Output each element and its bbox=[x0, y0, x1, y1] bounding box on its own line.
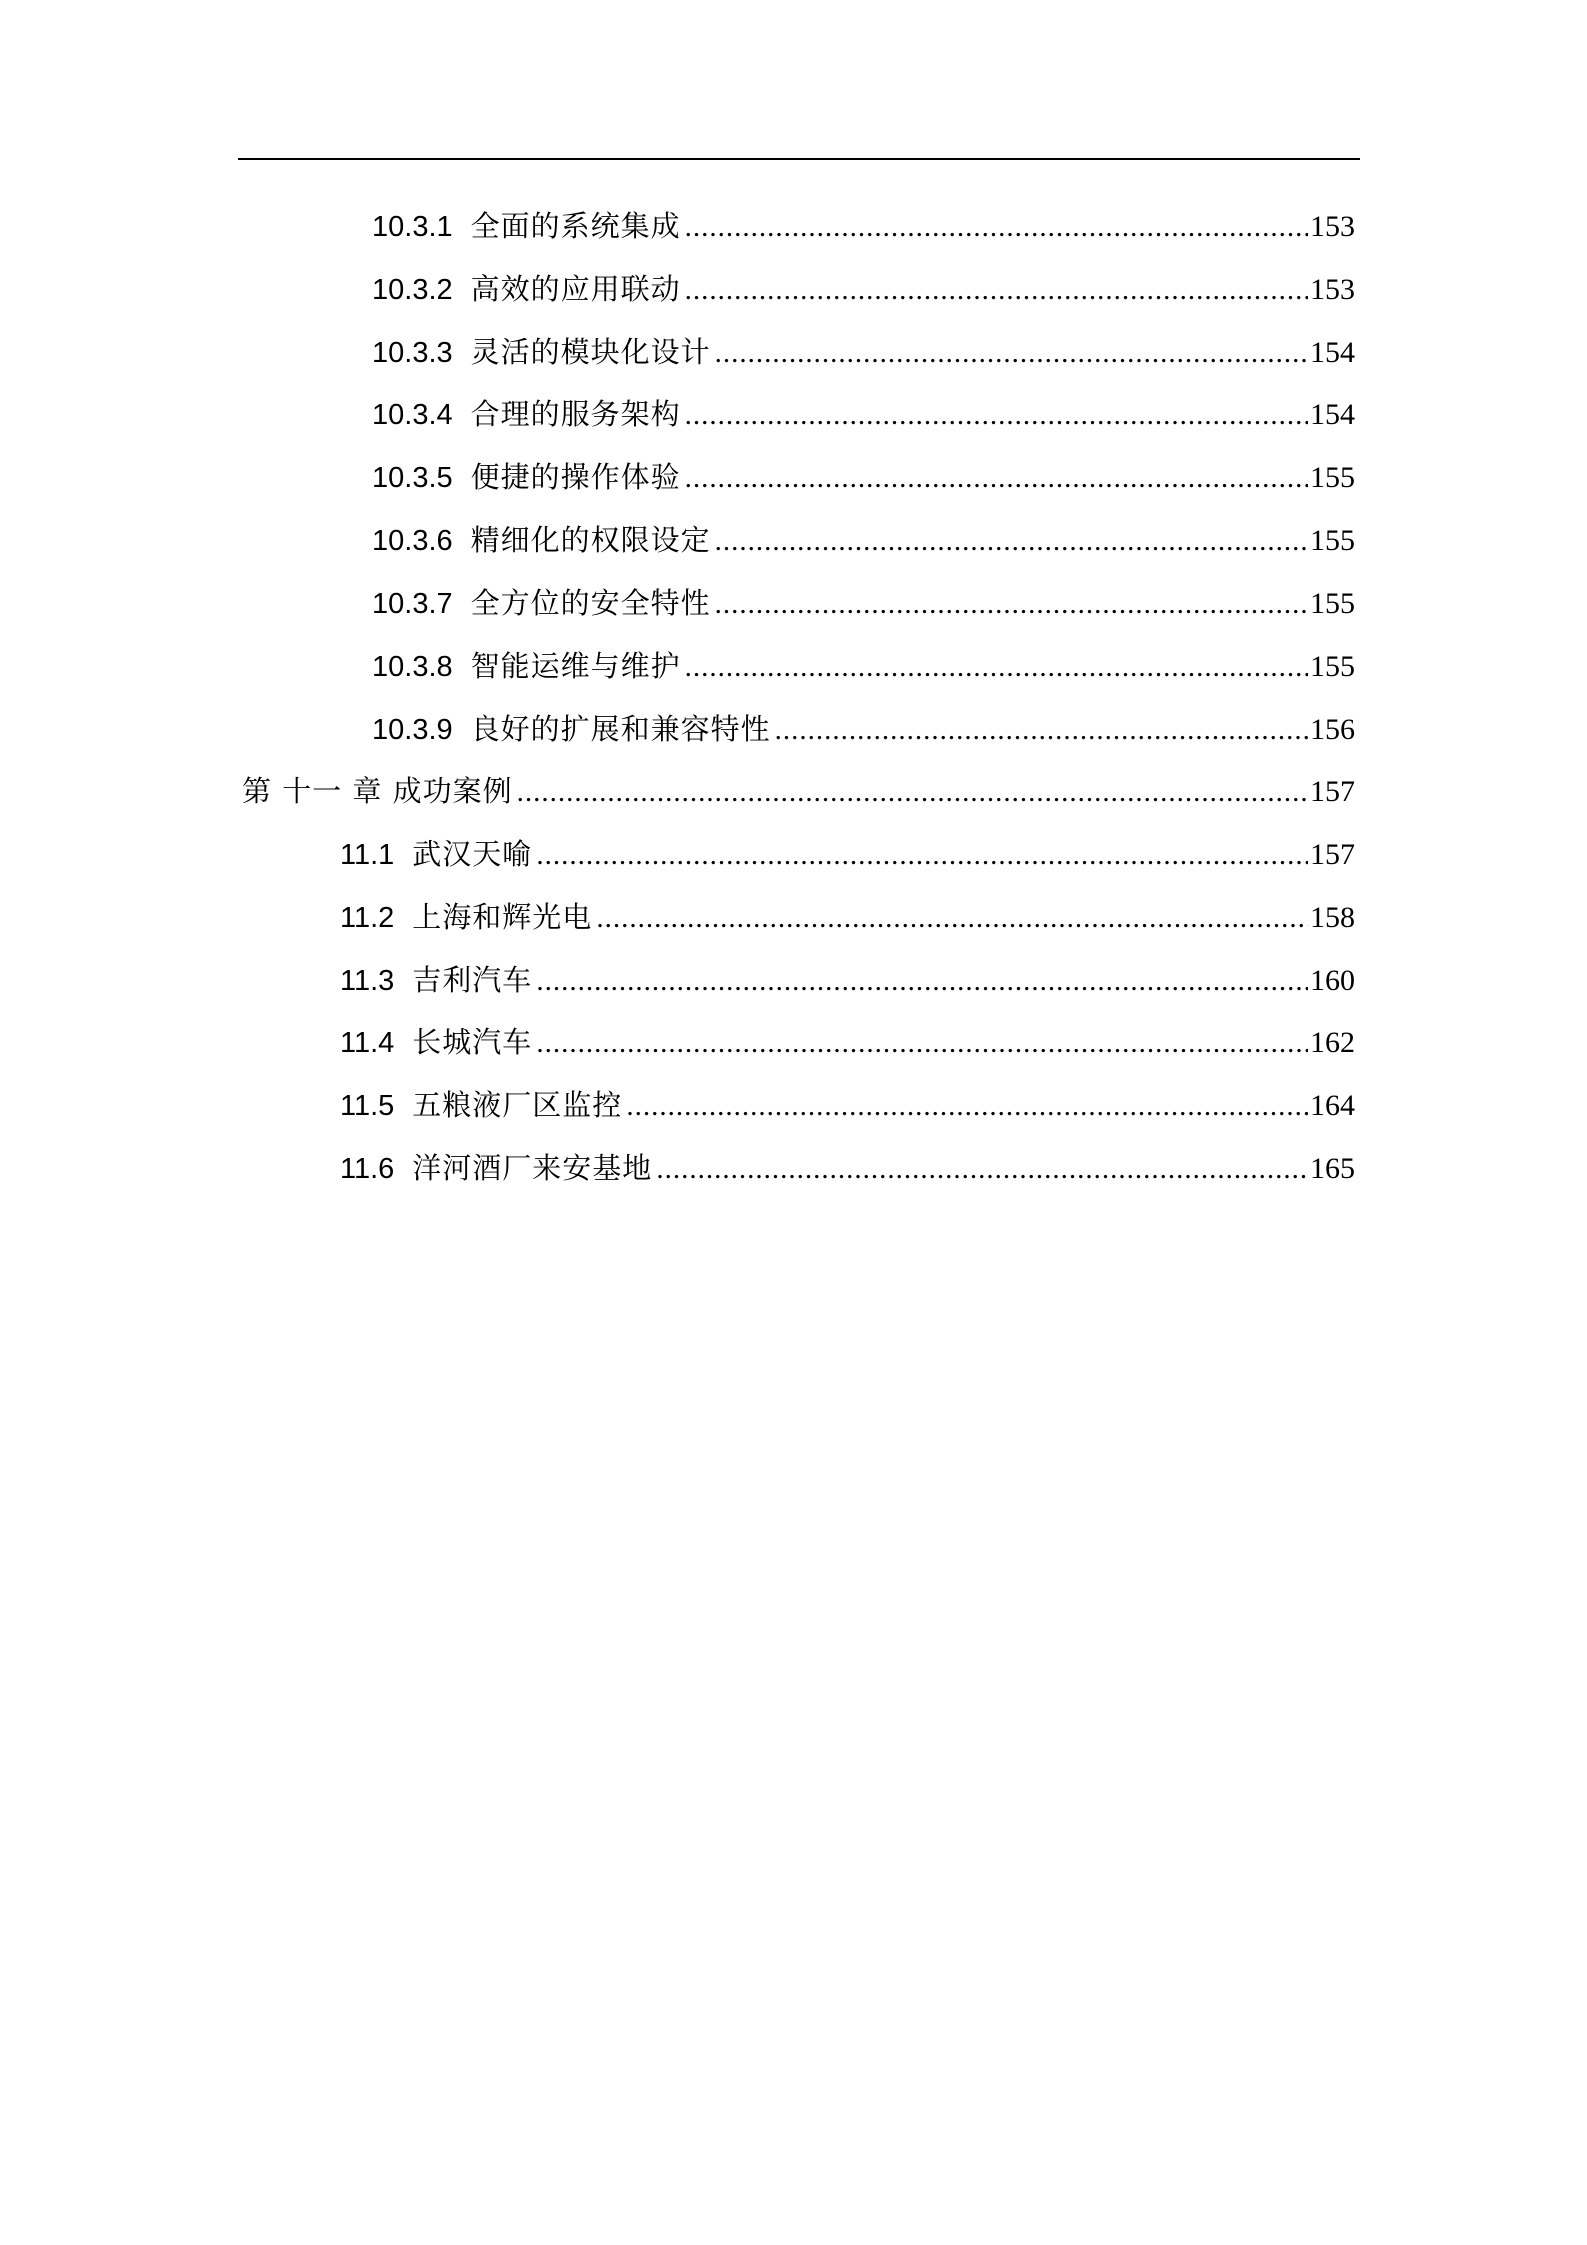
toc-entry-11-1[interactable] bbox=[340, 834, 1355, 874]
toc-dot-leader bbox=[685, 395, 1308, 434]
toc-dot-leader bbox=[536, 835, 1308, 874]
toc-entry-number: 11.6 bbox=[340, 1153, 395, 1185]
toc-chapter-title: 第 十一 章 成功案例 bbox=[242, 774, 513, 808]
toc-entry-title: 高效的应用联动 bbox=[470, 272, 681, 306]
toc-entry-10-3-9[interactable] bbox=[372, 709, 1355, 749]
toc-entry-title: 智能运维与维护 bbox=[470, 649, 681, 683]
toc-entry-page: 155 bbox=[1310, 524, 1355, 557]
toc-dot-leader bbox=[715, 521, 1308, 560]
toc-entry-title: 长城汽车 bbox=[412, 1025, 533, 1059]
toc-entry-title: 洋河酒厂来安基地 bbox=[412, 1151, 653, 1185]
toc-entry-number: 10.3.9 bbox=[372, 714, 453, 746]
toc-dot-leader bbox=[685, 647, 1308, 686]
toc-dot-leader bbox=[715, 584, 1308, 623]
toc-dot-leader bbox=[775, 710, 1308, 749]
toc-entry-number: 11.1 bbox=[340, 839, 395, 871]
toc-dot-leader bbox=[596, 898, 1308, 937]
toc-entry-page: 155 bbox=[1310, 461, 1355, 494]
toc-entry-title: 良好的扩展和兼容特性 bbox=[470, 712, 771, 746]
toc-entry-11-2[interactable] bbox=[340, 897, 1355, 937]
toc-entry-title: 吉利汽车 bbox=[412, 963, 533, 997]
toc-entry-page: 157 bbox=[1310, 838, 1355, 871]
toc-entry-page: 155 bbox=[1310, 587, 1355, 620]
toc-entry-number: 10.3.3 bbox=[372, 337, 453, 369]
toc-entry-number: 10.3.7 bbox=[372, 588, 453, 620]
toc-entry-10-3-1[interactable] bbox=[372, 206, 1355, 246]
toc-entry-11-4[interactable] bbox=[340, 1022, 1355, 1062]
toc-entry-number: 10.3.6 bbox=[372, 525, 453, 557]
toc-entry-page: 155 bbox=[1310, 650, 1355, 683]
toc-dot-leader bbox=[685, 458, 1308, 497]
toc-entry-number: 11.3 bbox=[340, 965, 395, 997]
toc-entry-page: 153 bbox=[1310, 273, 1355, 306]
toc-dot-leader bbox=[536, 1023, 1308, 1062]
toc-entry-number: 10.3.2 bbox=[372, 274, 453, 306]
toc-entry-title: 全面的系统集成 bbox=[470, 209, 681, 243]
toc-dot-leader bbox=[685, 207, 1308, 246]
toc-entry-11-5[interactable] bbox=[340, 1085, 1355, 1125]
toc-dot-leader bbox=[517, 772, 1308, 811]
toc-entry-title: 上海和辉光电 bbox=[412, 900, 593, 934]
toc-entry-10-3-2[interactable] bbox=[372, 269, 1355, 309]
toc-entry-10-3-7[interactable] bbox=[372, 583, 1355, 623]
toc-entry-number: 11.4 bbox=[340, 1027, 395, 1059]
toc-entry-page: 157 bbox=[1310, 775, 1355, 808]
toc-dot-leader bbox=[685, 270, 1308, 309]
toc-entry-title: 武汉天喻 bbox=[412, 837, 533, 871]
toc-entry-page: 160 bbox=[1310, 964, 1355, 997]
toc-entry-10-3-5[interactable] bbox=[372, 457, 1355, 497]
toc-entry-title: 五粮液厂区监控 bbox=[412, 1088, 623, 1122]
toc-entry-title: 灵活的模块化设计 bbox=[470, 335, 711, 369]
toc-entry-title: 合理的服务架构 bbox=[470, 397, 681, 431]
toc-entry-page: 156 bbox=[1310, 713, 1355, 746]
toc-entry-title: 全方位的安全特性 bbox=[470, 586, 711, 620]
header-rule bbox=[238, 158, 1360, 160]
toc-entry-10-3-6[interactable] bbox=[372, 520, 1355, 560]
toc-entry-11-3[interactable] bbox=[340, 960, 1355, 1000]
toc-entry-number: 11.5 bbox=[340, 1090, 395, 1122]
toc-dot-leader bbox=[715, 333, 1308, 372]
toc-entry-10-3-8[interactable] bbox=[372, 646, 1355, 686]
toc-entry-page: 154 bbox=[1310, 398, 1355, 431]
toc-entry-number: 11.2 bbox=[340, 902, 395, 934]
toc-entry-page: 153 bbox=[1310, 210, 1355, 243]
toc-entry-10-3-3[interactable] bbox=[372, 332, 1355, 372]
toc-entry-10-3-4[interactable] bbox=[372, 394, 1355, 434]
toc-entry-number: 10.3.1 bbox=[372, 211, 453, 243]
toc-dot-leader bbox=[536, 961, 1308, 1000]
toc-entry-page: 154 bbox=[1310, 336, 1355, 369]
toc-entry-page: 165 bbox=[1310, 1152, 1355, 1185]
toc-entry-page: 162 bbox=[1310, 1026, 1355, 1059]
toc-entry-chapter-11[interactable] bbox=[242, 771, 1355, 811]
toc-dot-leader bbox=[656, 1149, 1308, 1188]
toc-entry-number: 10.3.4 bbox=[372, 399, 453, 431]
toc-entry-page: 158 bbox=[1310, 901, 1355, 934]
toc-entry-11-6[interactable] bbox=[340, 1148, 1355, 1188]
toc-entry-title: 便捷的操作体验 bbox=[470, 460, 681, 494]
toc-dot-leader bbox=[626, 1086, 1308, 1125]
toc-entry-number: 10.3.5 bbox=[372, 462, 453, 494]
toc-entry-page: 164 bbox=[1310, 1089, 1355, 1122]
toc-entry-title: 精细化的权限设定 bbox=[470, 523, 711, 557]
toc-entry-number: 10.3.8 bbox=[372, 651, 453, 683]
